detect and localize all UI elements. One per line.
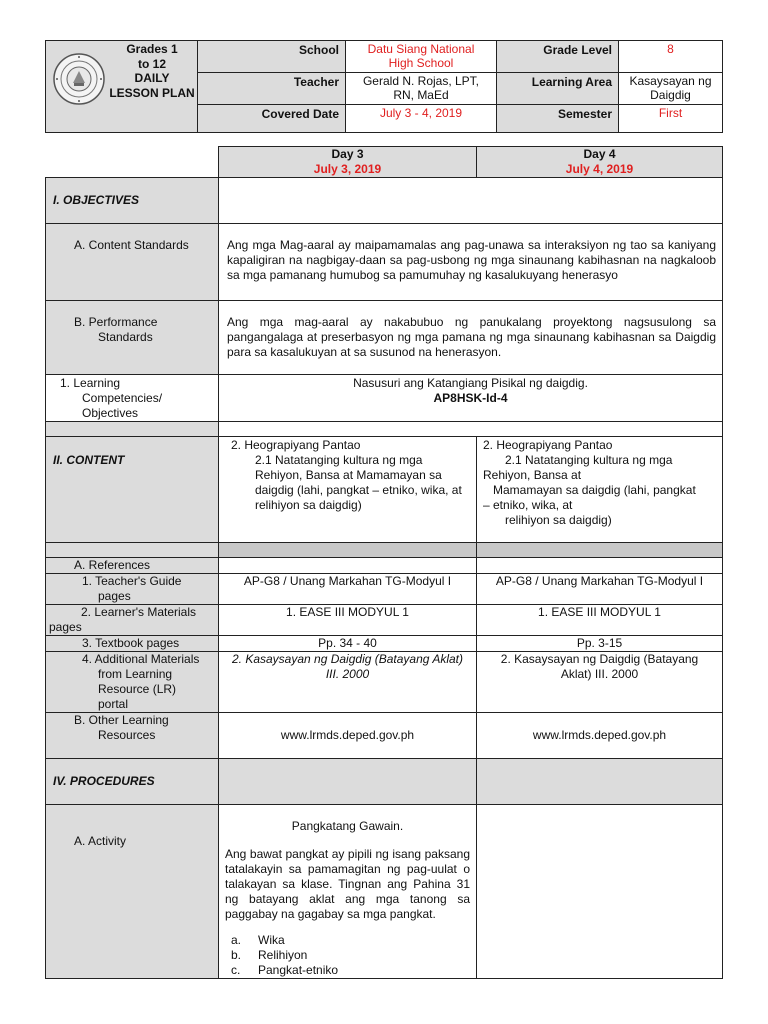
- additional-materials-day3: 2. Kasaysayan ng Daigdig (Batayang Aklat) III. 2000: [219, 652, 477, 713]
- objectives-blank: [219, 178, 723, 224]
- school-label: School: [198, 41, 346, 73]
- content-standards-label: A. Content Standards: [46, 224, 219, 301]
- learning-area-value: Kasaysayan ng Daigdig: [619, 73, 723, 105]
- activity-day3: [219, 805, 477, 979]
- textbook-label: 3. Textbook pages: [46, 636, 219, 652]
- day4-header: Day 4 July 4, 2019: [477, 147, 723, 178]
- references-day3: [219, 558, 477, 574]
- other-resources-day4: www.lrmds.deped.gov.ph: [477, 713, 723, 759]
- competencies-label: 1. Learning Competencies/ Objectives: [46, 375, 219, 422]
- learning-area-label: Learning Area: [497, 73, 619, 105]
- additional-materials-label: 4. Additional Materials from Learning Resource (LR) portal: [46, 652, 219, 713]
- header-table: [45, 40, 723, 133]
- references-label: A. References: [46, 558, 219, 574]
- grade-level-label: Grade Level: [497, 41, 619, 73]
- activity-text: Ang bawat pangkat ay pipili ng isang paksang tatalakayin sa pamamagitan ng pag-uulat o talakayan sa klase. Tingnan ang Pahina 31 ng batayang aklat ang mga tanong sa paggabay na gagabay sa mga pangkat.: [225, 847, 470, 921]
- teachers-guide-day3: AP-G8 / Unang Markahan TG-Modyul I: [219, 574, 477, 605]
- content-day3: 2. Heograpiyang Pantao 2.1 Natatanging kultura ng mga Rehiyon, Bansa at Mamamayan sa daigdig (lahi, pangkat – etniko, wika, at relihiyon sa daigdig): [219, 437, 477, 543]
- teacher-label: Teacher: [198, 73, 346, 105]
- semester-label: Semester: [497, 105, 619, 133]
- activity-label: A. Activity: [46, 805, 219, 979]
- deped-seal-icon: [52, 52, 106, 106]
- competencies-text: Nasusuri ang Katangiang Pisikal ng daigdig. AP8HSK-Id-4: [219, 375, 723, 422]
- learners-materials-label: 2. Learner's Materials pages: [46, 605, 219, 636]
- list-item: a. Wika: [231, 933, 285, 947]
- spacer-cell: [219, 422, 723, 437]
- lesson-plan-title: Grades 1 to 12 DAILY LESSON PLAN: [109, 42, 195, 100]
- spacer-cell: [46, 543, 219, 558]
- teachers-guide-day4: AP-G8 / Unang Markahan TG-Modyul I: [477, 574, 723, 605]
- procedures-day4: [477, 759, 723, 805]
- covered-date-value: July 3 - 4, 2019: [346, 105, 497, 133]
- teachers-guide-label: 1. Teacher's Guide pages: [46, 574, 219, 605]
- performance-standards-text: Ang mga mag-aaral ay nakabubuo ng panukalang proyektong nagsusulong sa pangangalaga at preserbasyon ng mga pamana ng mga sinaunang kabihasnan sa Daigdig para sa kasalukuyan at sa susunod na henerasyon.: [219, 301, 723, 375]
- other-resources-day3: www.lrmds.deped.gov.ph: [219, 713, 477, 759]
- teacher-value: Gerald N. Rojas, LPT, RN, MaEd: [346, 73, 497, 105]
- other-resources-label: B. Other Learning Resources: [46, 713, 219, 759]
- grade-level-value: 8: [619, 41, 723, 73]
- additional-materials-day4: 2. Kasaysayan ng Daigdig (Batayang Aklat) III. 2000: [477, 652, 723, 713]
- lesson-table: [45, 146, 723, 979]
- competency-code: AP8HSK-Id-4: [433, 391, 508, 405]
- learners-materials-day4: 1. EASE III MODYUL 1: [477, 605, 723, 636]
- textbook-day4: Pp. 3-15: [477, 636, 723, 652]
- spacer-cell: [477, 543, 723, 558]
- learners-materials-day3: 1. EASE III MODYUL 1: [219, 605, 477, 636]
- list-item: b. Relihiyon: [231, 948, 308, 962]
- references-day4: [477, 558, 723, 574]
- school-value: Datu Siang National High School: [346, 41, 497, 73]
- activity-day4: [477, 805, 723, 979]
- covered-date-label: Covered Date: [198, 105, 346, 133]
- content-day4: 2. Heograpiyang Pantao 2.1 Natatanging kultura ng mga Rehiyon, Bansa at Mamamayan sa daigdig (lahi, pangkat – etniko, wika, at relihiyon sa daigdig): [477, 437, 723, 543]
- content-heading: II. CONTENT: [46, 437, 219, 543]
- performance-standards-label: B. Performance Standards: [46, 301, 219, 375]
- objectives-heading: I. OBJECTIVES: [46, 178, 219, 224]
- activity-list: [225, 933, 470, 978]
- spacer-cell: [219, 543, 477, 558]
- semester-value: First: [619, 105, 723, 133]
- header-title-cell: [46, 41, 198, 133]
- procedures-heading: IV. PROCEDURES: [46, 759, 219, 805]
- content-standards-text: Ang mga Mag-aaral ay maipamamalas ang pag-unawa sa interaksiyon ng tao sa kaniyang kapaligiran na nagbigay-daan sa pag-usbong ng mga sinaunang kabihasnan na nagkaloob sa mga pamanang humubog sa pamumuhay ng kasalukuyang henerasyo: [219, 224, 723, 301]
- list-item: c. Pangkat-etniko: [231, 963, 339, 977]
- procedures-day3: [219, 759, 477, 805]
- activity-title: Pangkatang Gawain.: [291, 819, 404, 833]
- textbook-day3: Pp. 34 - 40: [219, 636, 477, 652]
- blank-corner: [46, 147, 219, 178]
- day3-header: Day 3 July 3, 2019: [219, 147, 477, 178]
- spacer-cell: [46, 422, 219, 437]
